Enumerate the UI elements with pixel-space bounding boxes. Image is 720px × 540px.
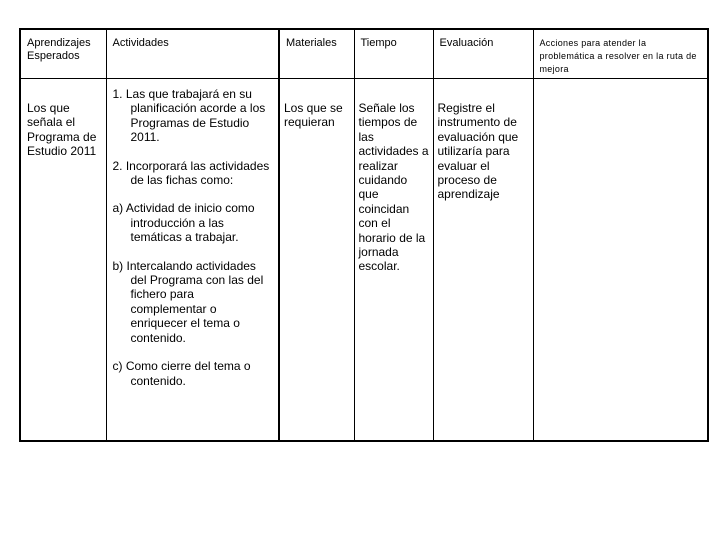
aprendizajes-text: Los que señala el Programa de Estudio 2011: [27, 101, 97, 159]
tiempo-text: Señale los tiempos de las actividades a realizar cuidando que coincidan con el horario de la jornada escolar.: [358, 101, 429, 274]
header-materiales: Materiales: [286, 37, 337, 49]
header-acciones: Acciones para atender la problemática a resolver en la ruta de mejora: [539, 38, 697, 74]
header-tiempo-cell: [354, 29, 433, 79]
header-actividades: Actividades: [112, 37, 169, 49]
materiales-text: Los que se requieran: [284, 101, 343, 130]
header-aprendizajes: Aprendizajes Esperados: [27, 37, 91, 62]
content-row: [20, 79, 708, 442]
materiales-cell: [279, 79, 354, 442]
header-tiempo: Tiempo: [360, 37, 397, 49]
actividad-item: 2. Incorporará las actividades de las fichas como:: [112, 158, 270, 188]
header-aprendizajes-cell: [20, 29, 106, 79]
actividades-cell: [106, 79, 279, 442]
header-acciones-cell: [533, 29, 708, 79]
header-evaluacion: Evaluación: [439, 37, 494, 49]
aprendizajes-cell: [20, 79, 106, 442]
header-materiales-cell: [279, 29, 354, 79]
header-actividades-cell: [106, 29, 279, 79]
actividad-item: a) Actividad de inicio como introducción a las temáticas a trabajar.: [112, 201, 255, 245]
header-row: [20, 29, 708, 79]
actividad-item: 1. Las que trabajará en su planificación acorde a los Programas de Estudio 2011.: [112, 87, 266, 145]
planning-table: [19, 28, 709, 442]
evaluacion-cell: [433, 79, 533, 442]
acciones-text: [534, 79, 708, 101]
acciones-cell: [533, 79, 708, 442]
evaluacion-text: Registre el instrumento de evaluación que utilizaría para evaluar el proceso de aprendizaje: [437, 101, 519, 202]
actividades-list: [107, 79, 279, 388]
actividad-item: b) Intercalando actividades del Programa con las del fichero para complementar o enriquecer el tema o contenido.: [112, 258, 264, 345]
tiempo-cell: [354, 79, 433, 442]
actividad-item: c) Como cierre del tema o contenido.: [112, 359, 251, 388]
header-evaluacion-cell: [433, 29, 533, 79]
